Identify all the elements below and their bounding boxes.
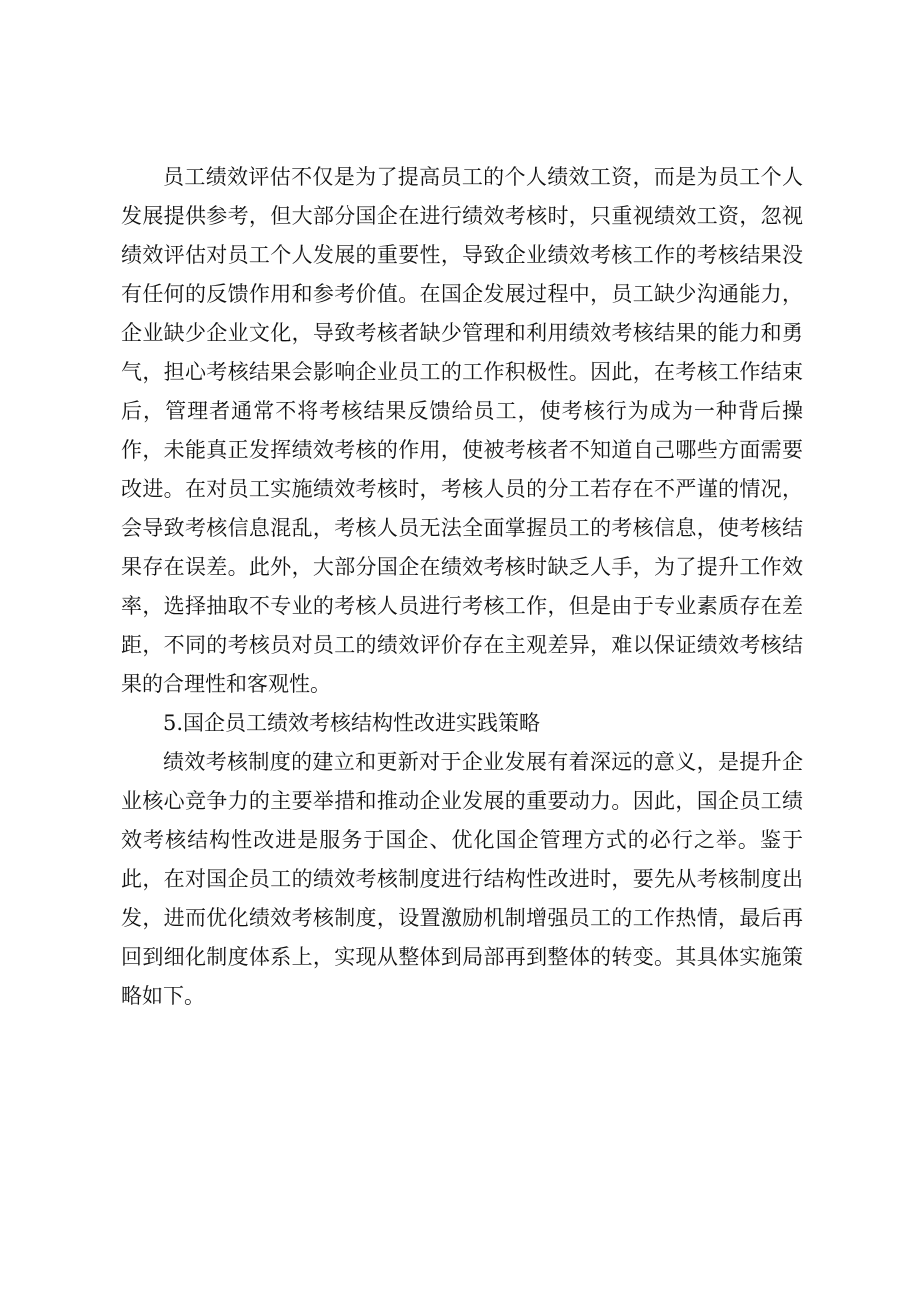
section-heading: 5.国企员工绩效考核结构性改进实践策略 xyxy=(163,711,541,735)
body-paragraph: 绩效考核制度的建立和更新对于企业发展有着深远的意义，是提升企业核心竞争力的主要举措和推动企业发展的重要动力。因此，国企员工绩效考核结构性改进是服务于国企、优化国企管理方式的必行之举。鉴于此，在对国企员工的绩效考核制度进行结构性改进时，要先从考核制度出发，进而优化绩效考核制度，设置激励机制增强员工的工作热情，最后再回到细化制度体系上，实现从整体到局部再到整体的转变。其具体实施策略如下。 xyxy=(121,750,803,1008)
body-paragraph: 员工绩效评估不仅是为了提高员工的个人绩效工资，而是为员工个人发展提供参考，但大部分国企在进行绩效考核时，只重视绩效工资，忽视绩效评估对员工个人发展的重要性，导致企业绩效考核工作的考核结果没有任何的反馈作用和参考价值。在国企发展过程中，员工缺少沟通能力，企业缺少企业文化，导致考核者缺少管理和利用绩效考核结果的能力和勇气，担心考核结果会影响企业员工的工作积极性。因此，在考核工作结束后，管理者通常不将考核结果反馈给员工，使考核行为成为一种背后操作，未能真正发挥绩效考核的作用，使被考核者不知道自己哪些方面需要改进。在对员工实施绩效考核时，考核人员的分工若存在不严谨的情况，会导致考核信息混乱，考核人员无法全面掌握员工的考核信息，使考核结果存在误差。此外，大部分国企在绩效考核时缺乏人手，为了提升工作效率，选择抽取不专业的考核人员进行考核工作，但是由于专业素质存在差距，不同的考核员对员工的绩效评价存在主观差异，难以保证绩效考核结果的合理性和客观性。 xyxy=(121,165,803,696)
document-body xyxy=(121,158,803,1016)
